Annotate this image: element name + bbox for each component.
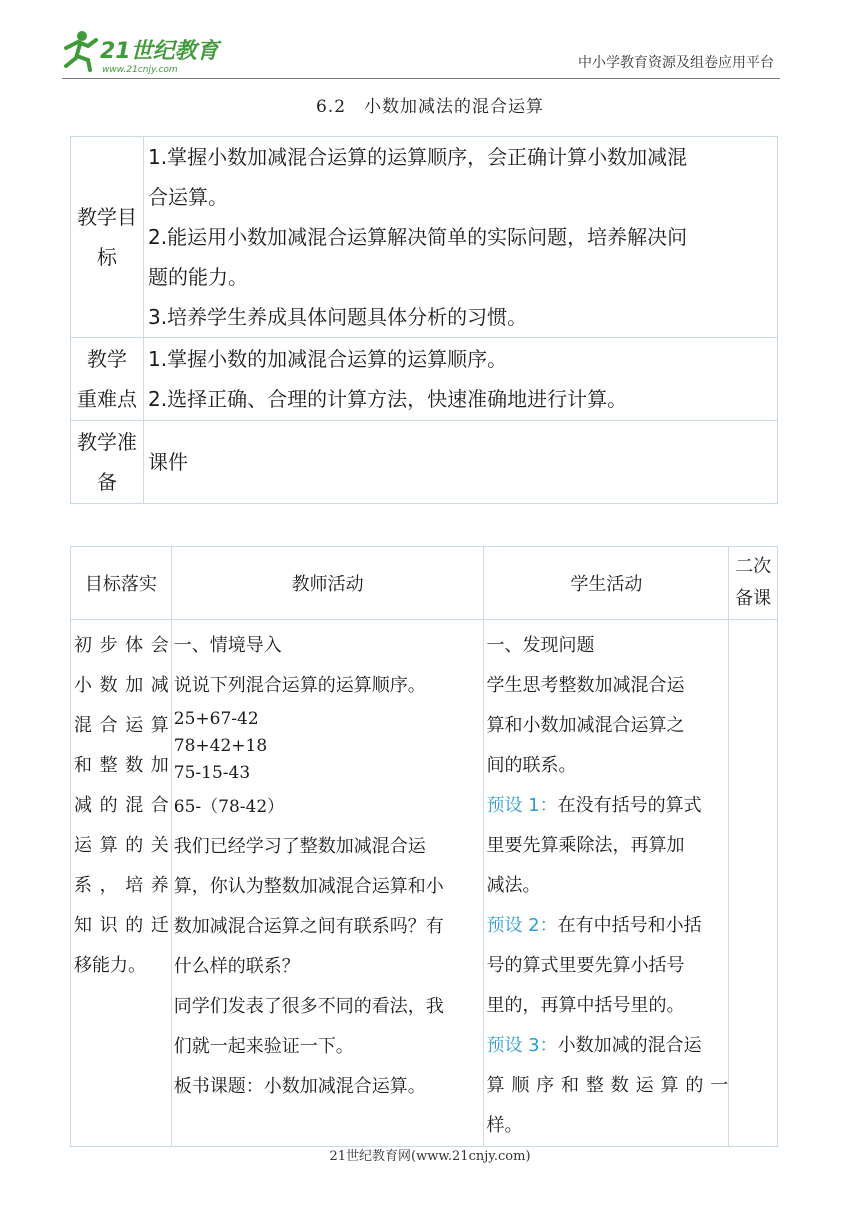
goals-label-line: 标 [97,245,117,269]
goal-text-line: 知识的迁 [74,915,169,936]
goal-text-line: 混合运算 [74,715,169,736]
student-line: 学生思考整数加减混合运 [486,675,685,696]
prep-content: 课件 [144,421,778,504]
logo-url: www.21cnjy.com [102,65,178,75]
goal-line: 3.培养学生养成具体问题具体分析的习惯。 [148,305,528,329]
expression: 25+67-42 [173,709,259,729]
prep-row [71,421,778,504]
logo-21cnjy [60,28,230,76]
student-line: 号的算式里要先算小括号 [486,955,685,976]
goals-row [71,137,778,338]
second-prep-cell [729,620,778,1147]
prep-label [71,421,144,504]
header-second-line: 二次 [735,556,772,577]
teacher-cell [171,620,484,1147]
goals-label [71,137,144,338]
preset-3-label: 预设 3： [486,1035,558,1056]
plan-table [70,546,778,1147]
runner-icon [66,31,96,70]
teacher-paragraph-line: 们就一起来验证一下。 [173,1036,354,1057]
header-goal: 目标落实 [71,547,172,620]
goal-text-line: 减的混合 [74,795,169,816]
student-section: 一、发现问题 [486,635,595,656]
preset-1 [486,786,728,826]
key-points-label [71,338,144,421]
goal-line: 题的能力。 [148,265,248,289]
teacher-prompt: 说说下列混合运算的运算顺序。 [173,675,426,696]
student-line: 算顺序和整数运算的一 [486,1075,729,1096]
preset-3-text: 小数加减的混合运 [557,1035,702,1056]
teacher-paragraph-line: 算，你认为整数加减混合运算和小 [173,876,444,897]
goal-line: 1.掌握小数加减混合运算的运算顺序，会正确计算小数加减混 [148,145,688,169]
key-label-line: 重难点 [77,387,137,411]
teacher-paragraph-line: 什么样的联系？ [173,956,300,977]
preset-2-text: 在有中括号和小括 [557,915,702,936]
expression: 75-15-43 [173,763,251,783]
plan-body-row [71,620,778,1147]
key-points-content [144,338,778,421]
key-label-line: 教学 [87,347,127,371]
student-line: 间的联系。 [486,755,577,776]
goal-line: 2.能运用小数加减混合运算解决简单的实际问题，培养解决问 [148,225,688,249]
teacher-paragraph-line: 数加减混合运算之间有联系吗？有 [173,916,444,937]
header-teacher: 教师活动 [171,547,484,620]
goal-text-line: 系，培养 [74,875,169,896]
key-points-row [71,338,778,421]
preset-2-label: 预设 2： [486,915,558,936]
teacher-section: 一、情境导入 [173,635,282,656]
goal-text-line: 初步体会 [74,635,169,656]
header-student: 学生活动 [484,547,729,620]
expression: 65-（78-42） [173,797,285,817]
logo-text: 21世纪教育 [100,39,219,64]
prep-label-line: 教学准 [77,430,137,454]
teacher-paragraph-line: 我们已经学习了整数加减混合运 [173,836,426,857]
prep-label-line: 备 [97,470,117,494]
student-line: 里要先算乘除法，再算加 [486,835,685,856]
preset-1-label: 预设 1： [486,795,558,816]
student-line: 算和小数加减混合运算之 [486,715,685,736]
key-point-line: 2.选择正确、合理的计算方法，快速准确地进行计算。 [148,387,628,411]
student-line: 样。 [486,1115,523,1136]
student-line: 减法。 [486,875,541,896]
header-divider [62,78,780,79]
goals-content [144,137,778,338]
teacher-paragraph-line: 同学们发表了很多不同的看法，我 [173,996,444,1017]
goal-text-line: 运算的关 [74,835,169,856]
teacher-board-title: 板书课题：小数加减混合运算。 [173,1076,426,1097]
goal-line: 合运算。 [148,185,228,209]
page-title: 6.2 小数加减法的混合运算 [315,97,545,117]
goal-text-line: 和整数加 [74,755,169,776]
goal-text-line: 小数加减 [74,675,169,696]
student-line: 里的，再算中括号里的。 [486,995,685,1016]
header-second [729,547,778,620]
preset-3 [486,1026,728,1066]
expression: 78+42+18 [173,736,268,756]
footer: 21世纪教育网(www.21cnjy.com) [329,1149,531,1164]
goals-label-line: 教学目 [77,205,137,229]
key-point-line: 1.掌握小数的加减混合运算的运算顺序。 [148,347,508,371]
goal-cell [71,620,172,1147]
goal-text-line: 移能力。 [74,955,146,976]
platform-name: 中小学教育资源及组卷应用平台 [578,55,774,71]
info-table [70,136,778,504]
header-second-line: 备课 [735,588,772,609]
preset-1-text: 在没有括号的算式 [557,795,702,816]
plan-header-row [71,547,778,620]
preset-2 [486,906,728,946]
student-cell [484,620,729,1147]
